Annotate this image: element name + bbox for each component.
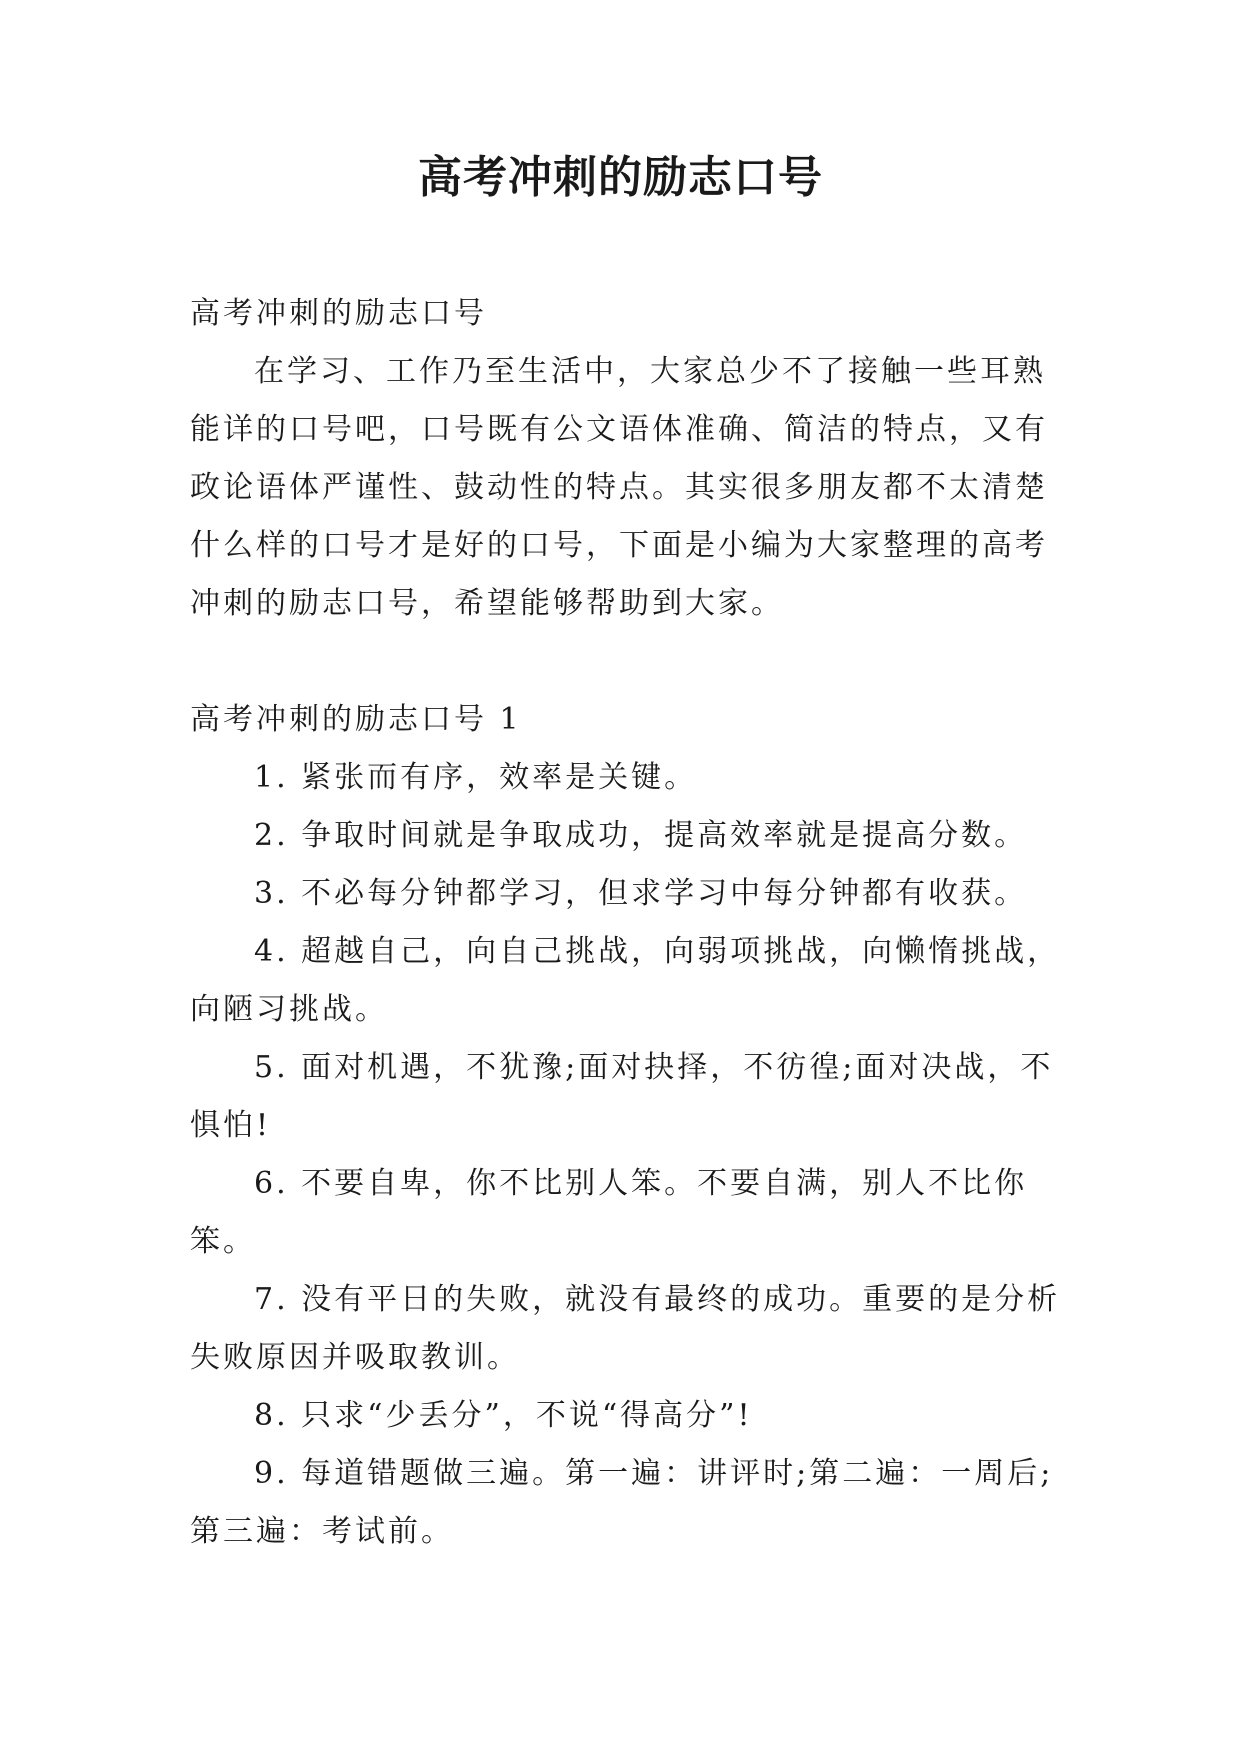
slogan-item-2: 2. 争取时间就是争取成功，提高效率就是提高分数。: [254, 818, 1028, 853]
document-body: [190, 285, 1070, 1561]
slogan-item-1: 1. 紧张而有序，效率是关键。: [254, 760, 698, 795]
slogan-item-3: 3. 不必每分钟都学习，但求学习中每分钟都有收获。: [254, 876, 1028, 911]
intro-paragraph: 在学习、工作乃至生活中，大家总少不了接触一些耳熟能详的口号吧，口号既有公文语体准确、简洁的特点，又有政论语体严谨性、鼓动性的特点。其实很多朋友都不太清楚什么样的口号才是好的口号，下面是小编为大家整理的高考冲刺的励志口号，希望能够帮助到大家。: [190, 354, 1048, 621]
slogan-item-5: 5. 面对机遇，不犹豫;面对抉择，不彷徨;面对决战，不惧怕!: [190, 1050, 1054, 1143]
slogan-item-4: 4. 超越自己，向自己挑战，向弱项挑战，向懒惰挑战，向陋习挑战。: [190, 934, 1061, 1027]
slogan-item-7: 7. 没有平日的失败，就没有最终的成功。重要的是分析失败原因并吸取教训。: [190, 1282, 1061, 1375]
section-heading: 高考冲刺的励志口号 1: [190, 702, 522, 737]
subtitle: 高考冲刺的励志口号: [190, 296, 487, 331]
slogan-item-9: 9. 每道错题做三遍。第一遍：讲评时;第二遍：一周后;第三遍：考试前。: [190, 1456, 1054, 1549]
document-title: 高考冲刺的励志口号: [418, 152, 823, 203]
slogan-item-6: 6. 不要自卑，你不比别人笨。不要自满，别人不比你笨。: [190, 1166, 1028, 1259]
slogan-item-8: 8. 只求“少丢分”，不说“得高分”!: [254, 1398, 753, 1433]
